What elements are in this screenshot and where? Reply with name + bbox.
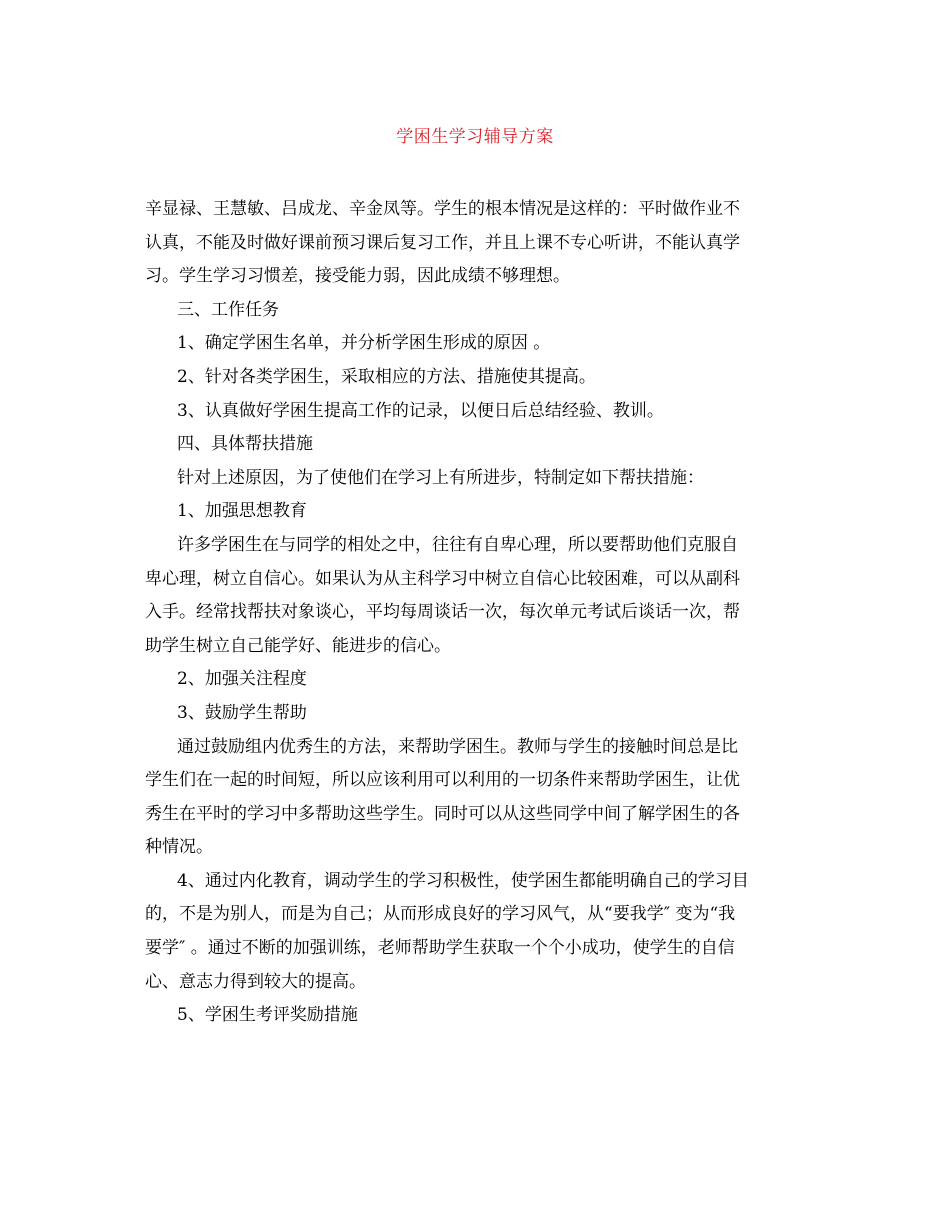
text-line: 要学″ 。通过不断的加强训练，老师帮助学生获取一个个小成功，使学生的自信 <box>145 938 735 959</box>
text-line: 3、认真做好学困生提高工作的记录，以便日后总结经验、教训。 <box>177 400 664 421</box>
text-line: 习。学生学习习惯差，接受能力弱，因此成绩不够理想。 <box>145 266 570 287</box>
text-line: 种情况。 <box>145 837 213 858</box>
text-line: 心、意志力得到较大的提高。 <box>145 971 366 992</box>
text-line: 2、加强关注程度 <box>177 669 307 690</box>
text-line: 针对上述原因，为了使他们在学习上有所进步，特制定如下帮扶措施： <box>177 467 704 488</box>
text-line: 秀生在平时的学习中多帮助这些学生。同时可以从这些同学中间了解学困生的各 <box>145 803 740 824</box>
text-line: 助学生树立自己能学好、能进步的信心。 <box>145 635 451 656</box>
text-line: 3、鼓励学生帮助 <box>177 702 307 723</box>
text-line: 5、学困生考评奖励措施 <box>177 1005 358 1026</box>
text-line: 认真，不能及时做好课前预习课后复习工作，并且上课不专心听讲，不能认真学 <box>145 232 740 253</box>
text-line: 三、工作任务 <box>177 299 279 320</box>
text-line: 1、加强思想教育 <box>177 501 307 522</box>
text-line: 的，不是为别人，而是为自己；从而形成良好的学习风气，从“要我学″ 变为“我 <box>145 904 736 925</box>
text-line: 四、具体帮扶措施 <box>177 434 313 455</box>
text-line: 许多学困生在与同学的相处之中，往往有自卑心理，所以要帮助他们克服自 <box>177 534 738 555</box>
document-body <box>145 193 810 1033</box>
text-line: 1、确定学困生名单，并分析学困生形成的原因 。 <box>177 333 551 354</box>
text-line: 通过鼓励组内优秀生的方法，来帮助学困生。教师与学生的接触时间总是比 <box>177 736 738 757</box>
text-line: 辛显禄、王慧敏、吕成龙、辛金凤等。学生的根本情况是这样的：平时做作业不 <box>145 199 740 219</box>
text-line: 2、针对各类学困生，采取相应的方法、措施使其提高。 <box>177 366 596 387</box>
text-line: 卑心理，树立自信心。如果认为从主科学习中树立自信心比较困难，可以从副科 <box>145 568 740 589</box>
document-title: 学困生学习辅导方案 <box>396 127 554 147</box>
text-line: 4、通过内化教育，调动学生的学习积极性，使学困生都能明确自己的学习目 <box>177 870 749 891</box>
text-line: 入手。经常找帮扶对象谈心，平均每周谈话一次，每次单元考试后谈话一次，帮 <box>145 602 740 623</box>
text-line: 学生们在一起的时间短，所以应该利用可以利用的一切条件来帮助学困生，让优 <box>145 770 740 791</box>
